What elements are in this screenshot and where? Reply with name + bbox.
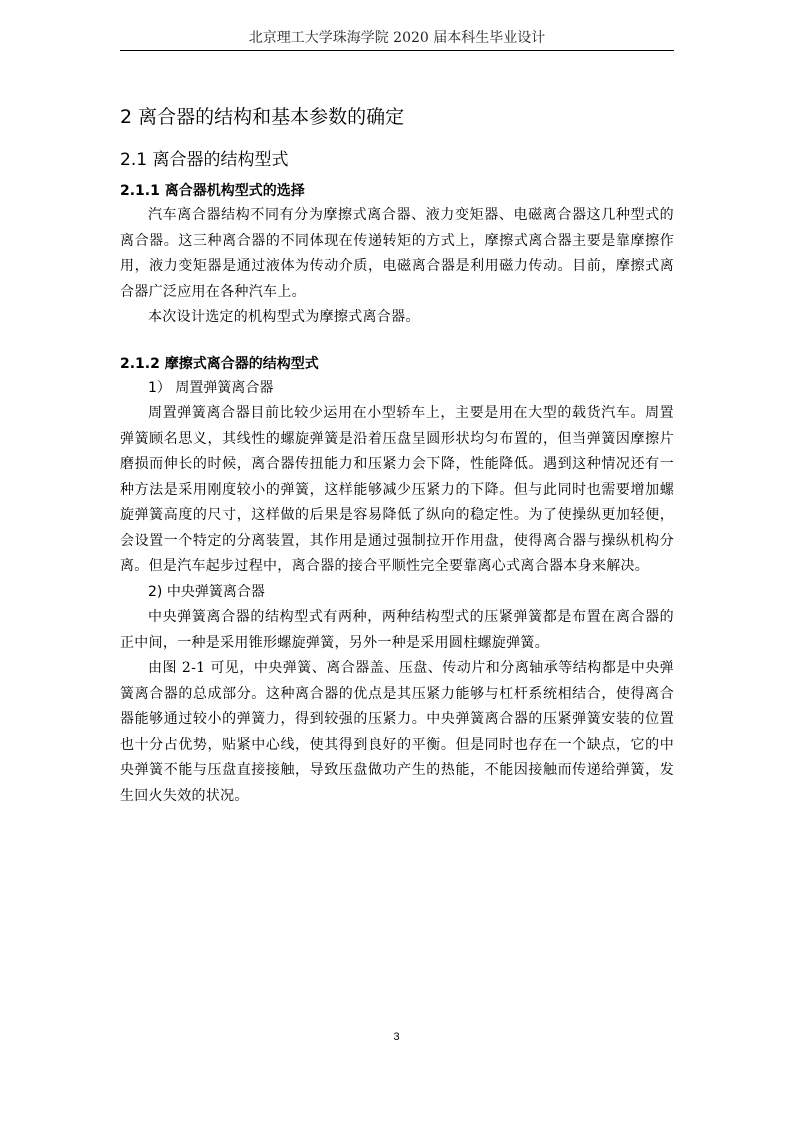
paragraph: 周置弹簧离合器目前比较少运用在小型轿车上，主要是用在大型的载货汽车。周置弹簧顾名思义，其线性的螺旋弹簧是沿着压盘呈圆形状均匀布置的，但当弹簧因摩擦片磨损而伸长的时候，离合器传扭能力和压紧力会下降，性能降低。遇到这种情况还有一种方法是采用刚度较小的弹簧，这样能够减少压紧力的下降。但与此同时也需要增加螺旋弹簧高度的尺寸，这样做的后果是容易降低了纵向的稳定性。为了使操纵更加轻便，会设置一个特定的分离装置，其作用是通过强制拉开作用盘，使得离合器与操纵机构分离。但是汽车起步过程中，离合器的接合平顺性完全要靠离心式离合器本身来解决。 [120, 405, 674, 574]
chapter-title: 2 离合器的结构和基本参数的确定 [120, 106, 405, 128]
page-number: 3 [393, 1031, 400, 1043]
paragraph: 汽车离合器结构不同有分为摩擦式离合器、液力变矩器、电磁离合器这几种型式的离合器。这三种离合器的不同体现在传递转矩的方式上，摩擦式离合器主要是靠摩擦作用，液力变矩器是通过液体为传动介质，电磁离合器是利用磁力传动。目前，摩擦式离合器广泛应用在各种汽车上。 [120, 207, 674, 300]
paragraph: 由图 2-1 可见，中央弹簧、离合器盖、压盘、传动片和分离轴承等结构都是中央弹簧离合器的总成部分。这种离合器的优点是其压紧力能够与杠杆系统相结合，使得离合器能够通过较小的弹簧力，得到较强的压紧力。中央弹簧离合器的压紧弹簧安装的位置也十分占优势，贴紧中心线，使其得到良好的平衡。但是同时也存在一个缺点，它的中央弹簧不能与压盘直接接触，导致压盘做功产生的热能，不能因接触而传递给弹簧，发生回火失效的状况。 [120, 660, 674, 804]
page-body [120, 100, 674, 809]
paragraph: 本次设计选定的机构型式为摩擦式离合器。 [148, 309, 420, 325]
running-header: 北京理工大学珠海学院 2020 届本科生毕业设计 [248, 30, 546, 46]
subsection-title-2-1-2: 2.1.2 摩擦式离合器的结构型式 [120, 355, 319, 372]
paragraph: 中央弹簧离合器的结构型式有两种，两种结构型式的压紧弹簧都是布置在离合器的正中间，一种是采用锥形螺旋弹簧，另外一种是采用圆柱螺旋弹簧。 [120, 609, 674, 651]
section-title: 2.1 离合器的结构型式 [120, 150, 289, 170]
list-item: 1） 周置弹簧离合器 [148, 379, 274, 396]
header-divider [120, 50, 674, 51]
list-item: 2) 中央弹簧离合器 [148, 583, 265, 600]
subsection-title-2-1-1: 2.1.1 离合器机构型式的选择 [120, 183, 305, 199]
